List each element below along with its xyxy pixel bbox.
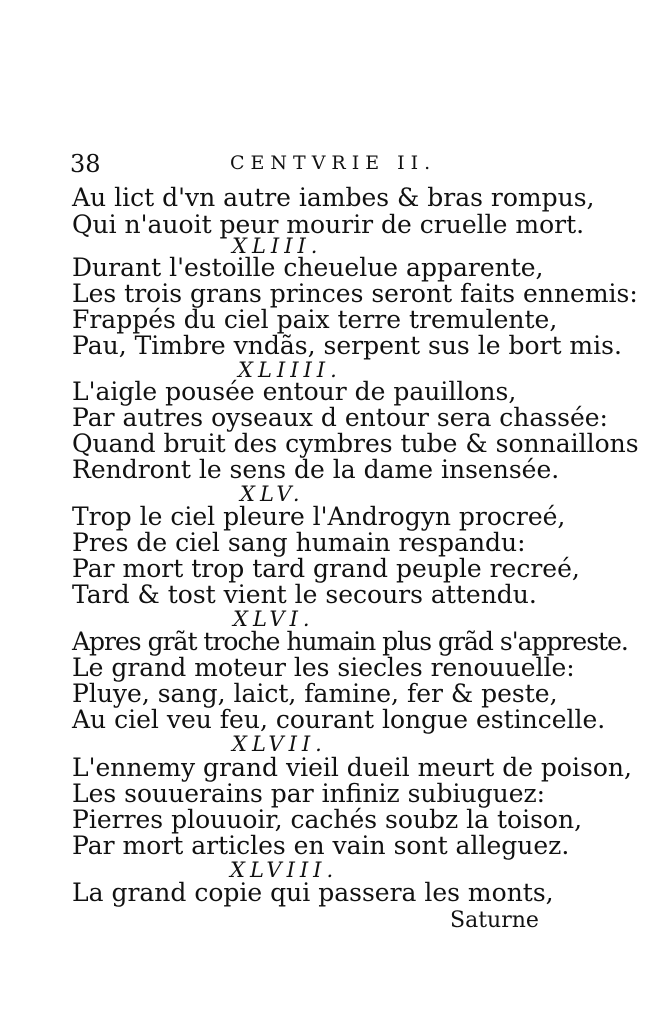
verse-line: Pres de ciel sang humain respandu: xyxy=(72,528,526,557)
verse-line: Les trois grans princes seront faits ennemis: xyxy=(72,279,638,308)
verse-line: Les souuerains par infiniz subiuguez: xyxy=(72,779,546,808)
verse-line: Le grand moteur les siecles renouuelle: xyxy=(72,653,575,682)
verse-line: Par mort articles en vain sont alleguez. xyxy=(72,831,570,860)
quatrain-number: XLV. xyxy=(240,482,305,506)
verse-line: Pierres plouuoir, cachés soubz la toison, xyxy=(72,805,583,834)
catchword: Saturne xyxy=(450,908,539,933)
verse-line: Quand bruit des cymbres tube & sonnaillons xyxy=(72,429,639,458)
verse-line: L'aigle pousée entour de pauillons, xyxy=(72,377,517,406)
verse-line: L'ennemy grand vieil dueil meurt de poison, xyxy=(72,753,632,782)
verse-line: Par mort trop tard grand peuple recreé, xyxy=(72,554,580,583)
verse-line: Trop le ciel pleure l'Androgyn procreé, xyxy=(72,502,566,531)
verse-line: Pluye, sang, laict, famine, fer & peste, xyxy=(72,679,558,708)
quatrain-number: XLIIII. xyxy=(238,358,342,382)
page-header xyxy=(70,150,520,182)
verse-line: Durant l'estoille cheuelue apparente, xyxy=(72,253,544,282)
quatrain-number: XLVIII. xyxy=(230,858,339,882)
running-title: CENTVRIE II. xyxy=(230,152,437,174)
verse-line: Tard & tost vient le secours attendu. xyxy=(72,580,537,609)
verse-line: Par autres oyseaux d entour sera chassée: xyxy=(72,403,608,432)
quatrain-number: XLVI. xyxy=(233,607,315,631)
verse-line: La grand copie qui passera les monts, xyxy=(72,878,554,907)
verse-line: Apres grãt troche humain plus grãd s'appreste. xyxy=(72,627,628,656)
verse-line: Rendront le sens de la dame insensée. xyxy=(72,455,560,484)
verse-line: Frappés du ciel paix terre tremulente, xyxy=(72,305,558,334)
quatrain-number: XLIII. xyxy=(232,234,323,258)
quatrain-number: XLVII. xyxy=(232,732,327,756)
verse-line: Au ciel veu feu, courant longue estincelle. xyxy=(72,705,606,734)
verse-line: Qui n'auoit peur mourir de cruelle mort. xyxy=(72,210,585,239)
verse-line: Au lict d'vn autre iambes & bras rompus, xyxy=(72,183,595,212)
verse-line: Pau, Timbre vndãs, serpent sus le bort mis. xyxy=(72,331,622,360)
page-number: 38 xyxy=(70,150,101,178)
